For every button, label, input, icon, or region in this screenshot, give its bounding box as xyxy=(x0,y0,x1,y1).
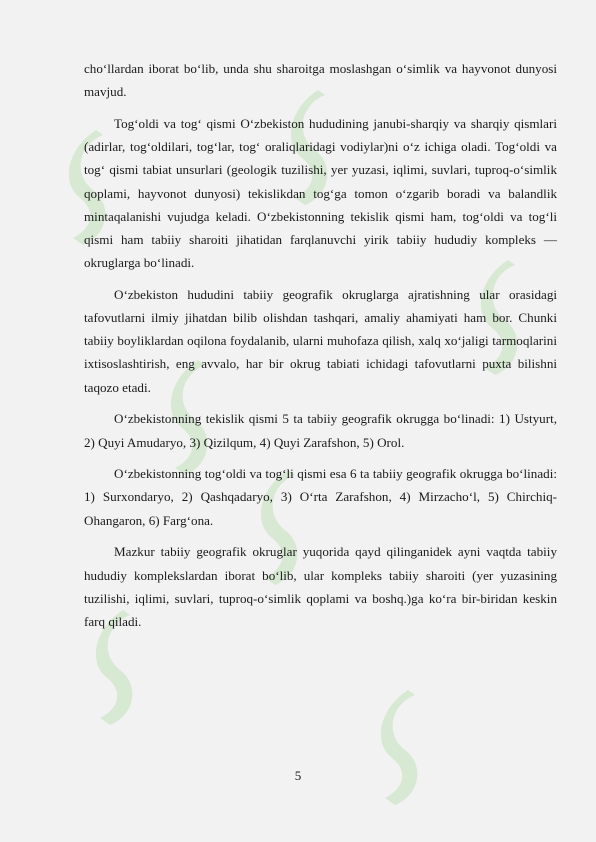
watermark-logo-icon xyxy=(370,690,440,810)
paragraph: O‘zbekistonning tekislik qismi 5 ta tabiiy geografik okrugga bo‘linadi: 1) Ustyurt, 2) Quyi Amudaryo, 3) Qizilqum, 4) Quyi Zarafshon, 5) Orol. xyxy=(84,411,557,450)
paragraph: Tog‘oldi va tog‘ qismi O‘zbekiston hududining janubi-sharqiy va sharqiy qismlari (adirlar, tog‘oldilari, tog‘lar, tog‘ oraliqlaridagi vodiylar)ni o‘z ichiga oladi. Tog‘oldi va tog‘ qismi tabiat unsurlari (geologik tuzilishi, yer yuzasi, iqlimi, suvlari, tuproq-o‘simlik qoplami, hayvonot dunyosi) tekislikdan tog‘ga tomon o‘zgarib boradi va balandlik mintaqalanishi vujudga keladi. O‘zbekistonning tekislik qismi ham, tog‘oldi va tog‘li qismi ham tabiiy sharoiti jihatidan farqlanuvchi yirik tabiiy hududiy kompleks — okruglarga bo‘linadi. xyxy=(84,115,557,271)
document-body xyxy=(84,57,557,633)
paragraph: Mazkur tabiiy geografik okruglar yuqorida qayd qilinganidek ayni vaqtda tabiiy hududiy komplekslardan iborat bo‘lib, ular kompleks tabiiy sharoiti (yer yuzasining tuzilishi, iqlimi, suvlari, tuproq-o‘simlik qoplami va boshq.)ga ko‘ra bir-biridan keskin farq qiladi. xyxy=(84,544,557,629)
paragraph: O‘zbekiston hududini tabiiy geografik okruglarga ajratishning ular orasidagi tafovutlarni ilmiy jihatdan bilib olishdan tashqari, amaliy ahamiyati ham bor. Chunki tabiiy boyliklardan oqilona foydalanib, ularni muhofaza qilish, xalq xo‘jaligi tarmoqlarini ixtisoslashtirish, eng avvalo, har bir okrug tabiati ichidagi tafovutlarni puxta bilishni taqozo etadi. xyxy=(84,286,557,395)
paragraph: O‘zbekistonning tog‘oldi va tog‘li qismi esa 6 ta tabiiy geografik okrugga bo‘linadi: 1) Surxondaryo, 2) Qashqadaryo, 3) O‘rta Zarafshon, 4) Mirzacho‘l, 5) Chirchiq-Ohangaron, 6) Farg‘ona. xyxy=(84,466,557,528)
page-number: 5 xyxy=(294,768,302,783)
paragraph: cho‘llardan iborat bo‘lib, unda shu sharoitga moslashgan o‘simlik va hayvonot dunyosi mavjud. xyxy=(84,61,557,100)
